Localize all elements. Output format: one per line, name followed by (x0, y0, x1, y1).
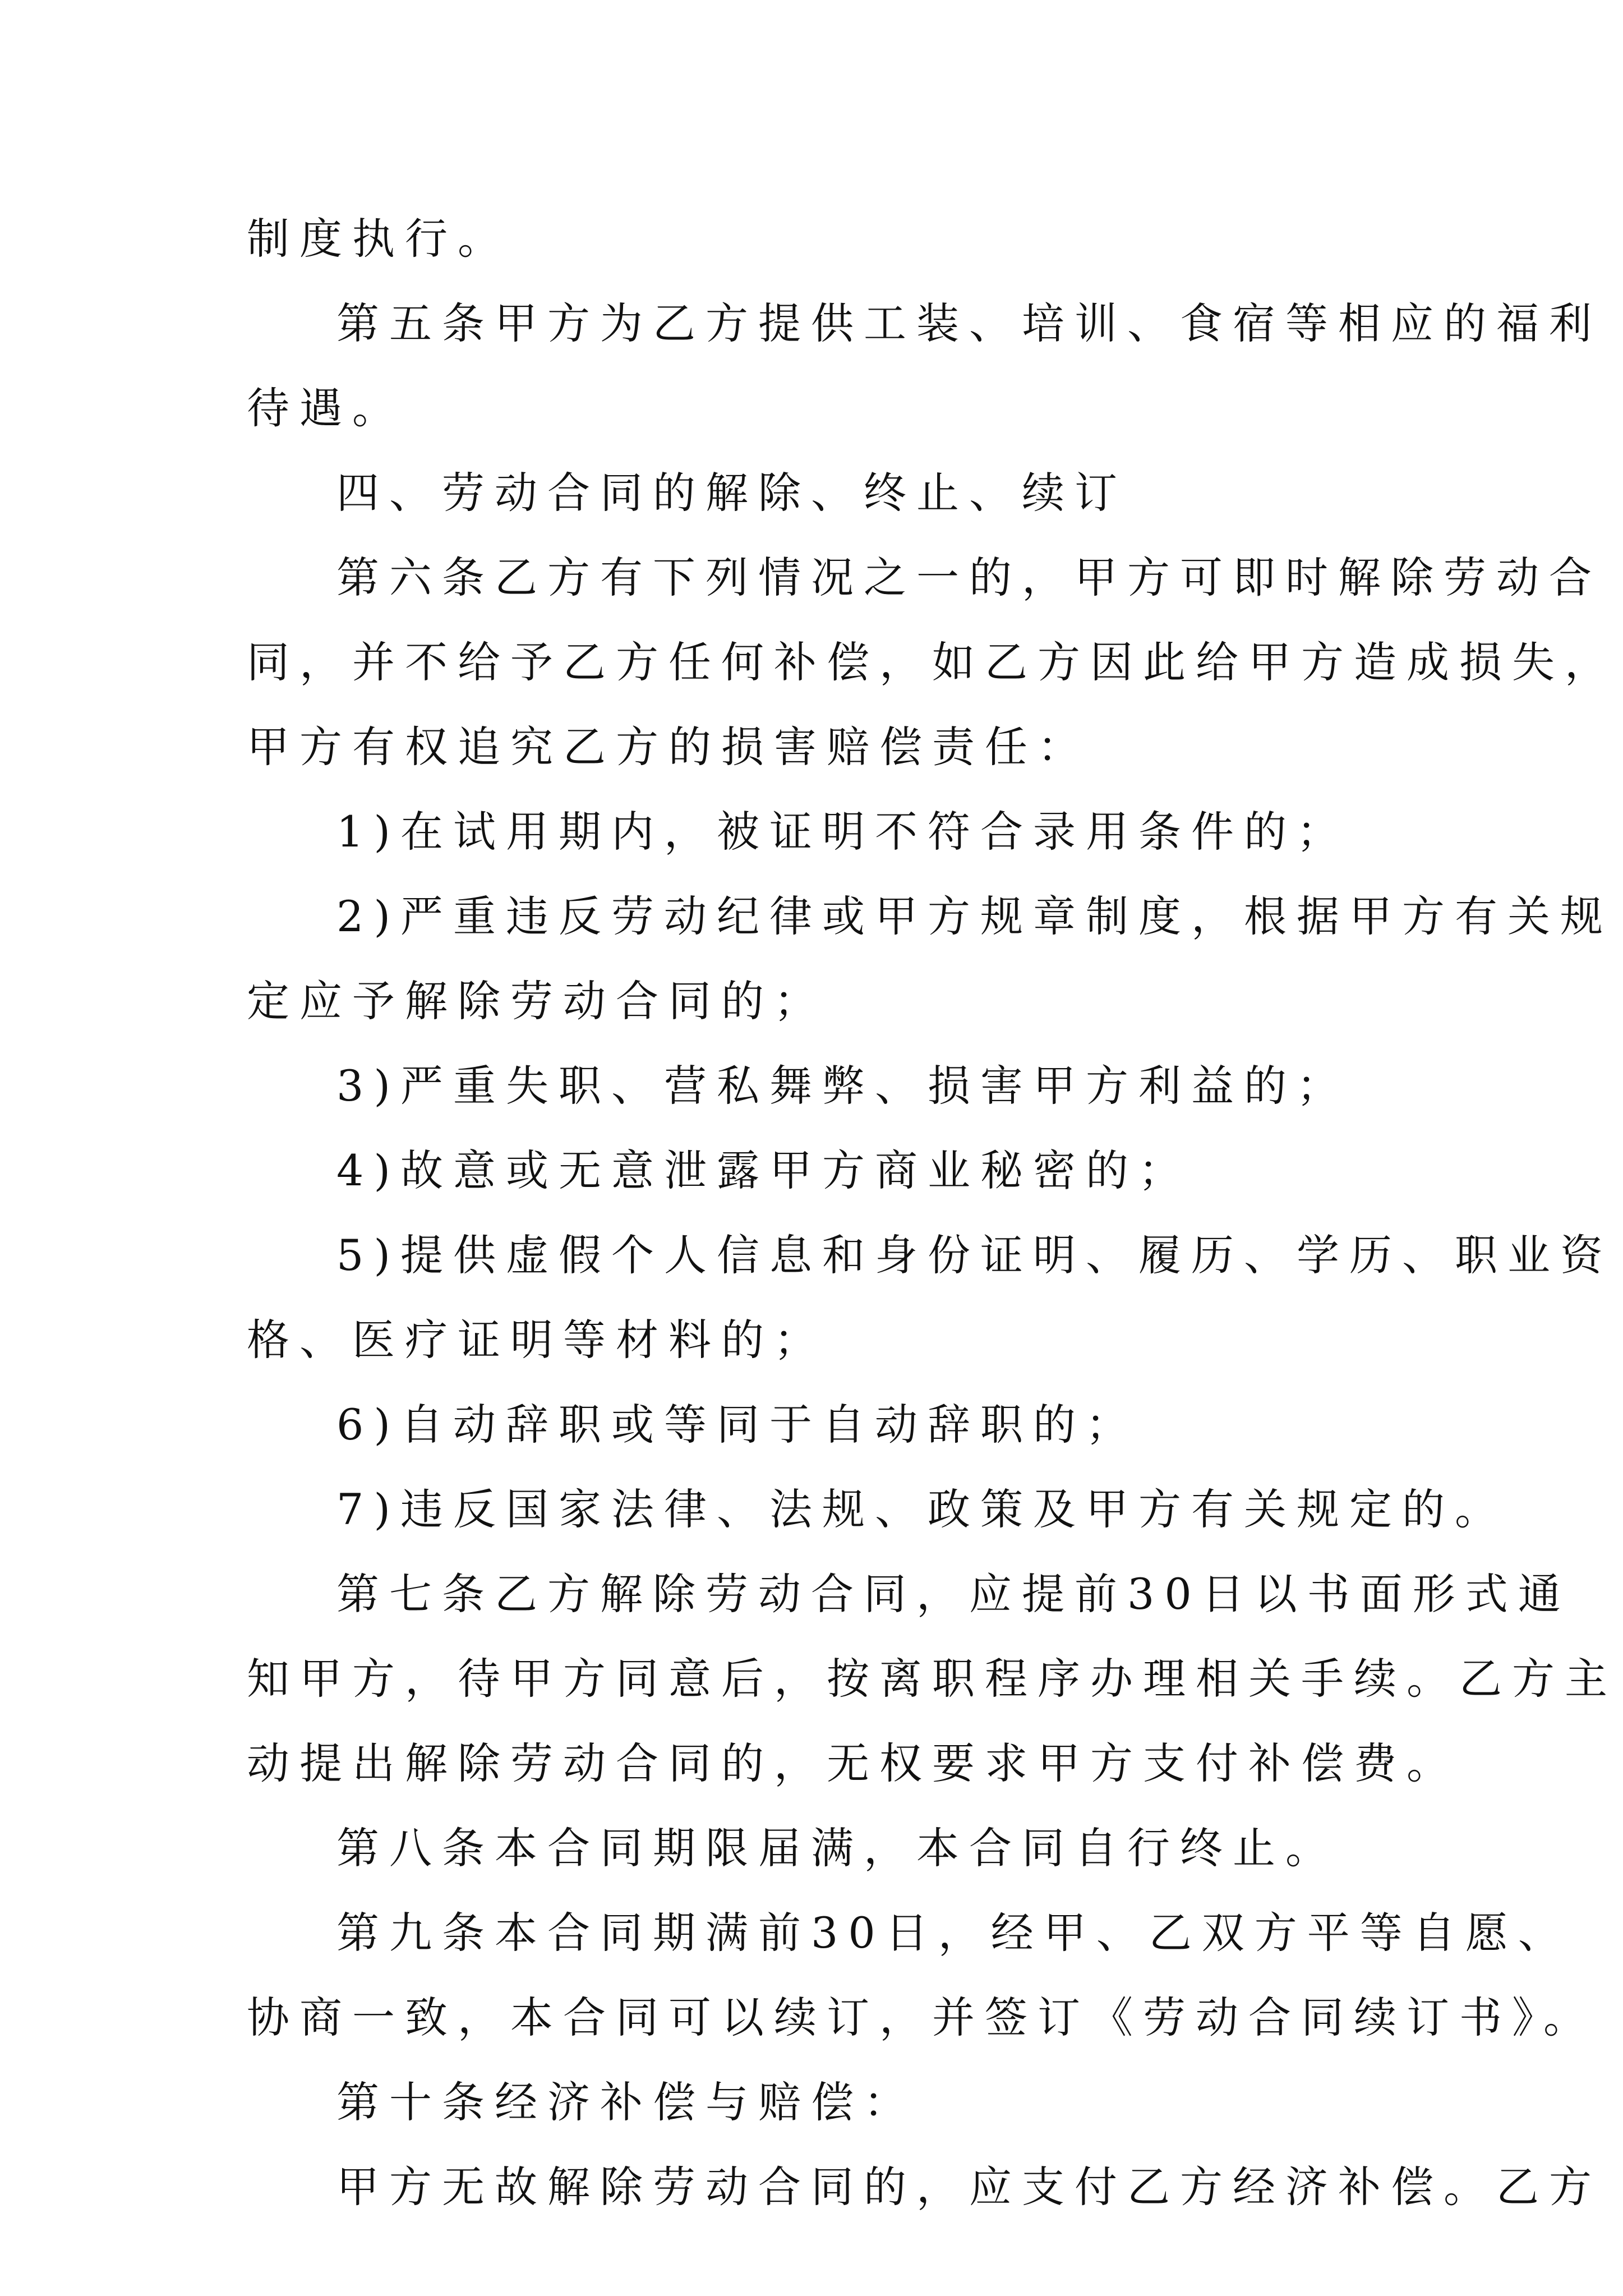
list-item: 3)严重失职、营私舞弊、损害甲方利益的； (336, 1061, 1350, 1111)
text-line: 第六条乙方有下列情况之一的，甲方可即时解除劳动合 (336, 553, 1602, 602)
text-line: 知甲方，待甲方同意后，按离职程序办理相关手续。乙方主 (247, 1654, 1617, 1704)
list-item: 6)自动辞职或等同于自动辞职的； (336, 1400, 1139, 1450)
text-line: 第五条甲方为乙方提供工装、培训、食宿等相应的福利 (336, 298, 1602, 348)
list-item: 2)严重违反劳动纪律或甲方规章制度，根据甲方有关规 (336, 891, 1613, 941)
text-line: 第八条本合同期限届满，本合同自行终止。 (336, 1823, 1338, 1873)
text-line: 同，并不给予乙方任何补偿，如乙方因此给甲方造成损失， (247, 637, 1617, 687)
text-line: 待遇。 (247, 383, 405, 433)
list-item: 7)违反国家法律、法规、政策及甲方有关规定的。 (336, 1484, 1508, 1534)
list-item: 5)提供虚假个人信息和身份证明、履历、学历、职业资 (336, 1230, 1613, 1280)
text-line: 制度执行。 (247, 214, 510, 264)
text-line: 定应予解除劳动合同的； (247, 976, 827, 1026)
list-item: 1)在试用期内，被证明不符合录用条件的； (336, 807, 1350, 857)
text-line: 第九条本合同期满前30日，经甲、乙双方平等自愿、 (336, 1908, 1571, 1958)
text-line: 动提出解除劳动合同的，无权要求甲方支付补偿费。 (247, 1738, 1459, 1788)
section-heading: 四、劳动合同的解除、终止、续订 (336, 468, 1127, 518)
text-line: 第十条经济补偿与赔偿： (336, 2077, 916, 2127)
text-line: 甲方无故解除劳动合同的，应支付乙方经济补偿。乙方 (336, 2162, 1602, 2212)
document-body (247, 196, 1617, 2229)
list-item: 4)故意或无意泄露甲方商业秘密的； (336, 1145, 1192, 1195)
text-line: 第七条乙方解除劳动合同，应提前30日以书面形式通 (336, 1569, 1571, 1619)
text-line: 格、医疗证明等材料的； (247, 1315, 827, 1365)
text-line: 甲方有权追究乙方的损害赔偿责任： (247, 722, 1090, 772)
text-line: 协商一致，本合同可以续订，并签订《劳动合同续订书》。 (247, 1993, 1596, 2042)
